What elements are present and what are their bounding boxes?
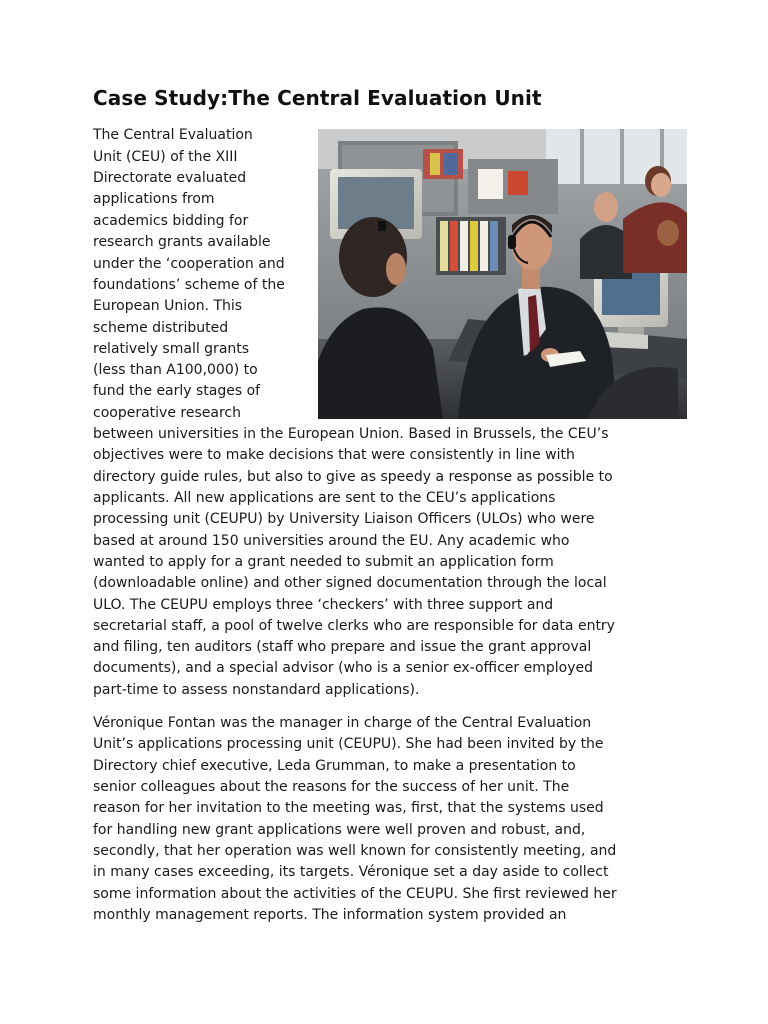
body-text-line: applicants. All new applications are sent to the CEU’s applications — [93, 490, 556, 506]
body-text-line: research grants available — [93, 234, 271, 250]
body-text-line: for handling new grant applications were well proven and robust, and, — [93, 822, 586, 838]
body-text-line: and filing, ten auditors (staff who prepare and issue the grant approval — [93, 639, 592, 655]
body-text-line: The Central Evaluation — [93, 127, 253, 143]
body-text-line: part-time to assess nonstandard applications). — [93, 682, 420, 698]
body-text-line: relatively small grants — [93, 341, 250, 357]
body-text-line: ULO. The CEUPU employs three ‘checkers’ with three support and — [93, 597, 554, 613]
body-text-line: Unit (CEU) of the XIII — [93, 149, 238, 165]
body-text-line: fund the early stages of — [93, 383, 261, 399]
body-text-line: Unit’s applications processing unit (CEUPU). She had been invited by the — [93, 736, 604, 752]
body-text-line: in many cases exceeding, its targets. Véronique set a day aside to collect — [93, 864, 609, 880]
body-text-line: Directorate evaluated — [93, 170, 247, 186]
body-text-line: between universities in the European Union. Based in Brussels, the CEU’s — [93, 426, 609, 442]
body-text-line: objectives were to make decisions that were consistently in line with — [93, 447, 575, 463]
body-text-line: scheme distributed — [93, 320, 229, 336]
body-text-line: European Union. This — [93, 298, 243, 314]
body-text-line: (downloadable online) and other signed documentation through the local — [93, 575, 607, 591]
body-text-line: documents), and a special advisor (who is a senior ex-officer employed — [93, 660, 593, 676]
body-text-line: wanted to apply for a grant needed to submit an application form — [93, 554, 554, 570]
body-text-line: under the ‘cooperation and — [93, 256, 285, 272]
page-title: Case Study:The Central Evaluation Unit — [93, 86, 542, 110]
office-photo-illustration — [318, 129, 687, 419]
body-text-line: Véronique Fontan was the manager in charge of the Central Evaluation — [93, 715, 592, 731]
body-text-line: foundations’ scheme of the — [93, 277, 285, 293]
body-text-line: directory guide rules, but also to give as speedy a response as possible to — [93, 469, 613, 485]
body-text-line: academics bidding for — [93, 213, 249, 229]
body-text-line: monthly management reports. The information system provided an — [93, 907, 567, 923]
body-text-line: applications from — [93, 191, 215, 207]
body-text-line: secretarial staff, a pool of twelve clerks who are responsible for data entry — [93, 618, 615, 634]
office-photo — [318, 129, 687, 419]
body-text-line: secondly, that her operation was well known for consistently meeting, and — [93, 843, 617, 859]
body-text-line: cooperative research — [93, 405, 241, 421]
body-text-line: based at around 150 universities around the EU. Any academic who — [93, 533, 570, 549]
body-text-line: processing unit (CEUPU) by University Liaison Officers (ULOs) who were — [93, 511, 595, 527]
body-text-line: senior colleagues about the reasons for the success of her unit. The — [93, 779, 570, 795]
body-text-line: (less than A100,000) to — [93, 362, 258, 378]
body-text-line: reason for her invitation to the meeting was, first, that the systems used — [93, 800, 604, 816]
body-text-line: some information about the activities of the CEUPU. She first reviewed her — [93, 886, 617, 902]
body-text-line: Directory chief executive, Leda Grumman, to make a presentation to — [93, 758, 576, 774]
